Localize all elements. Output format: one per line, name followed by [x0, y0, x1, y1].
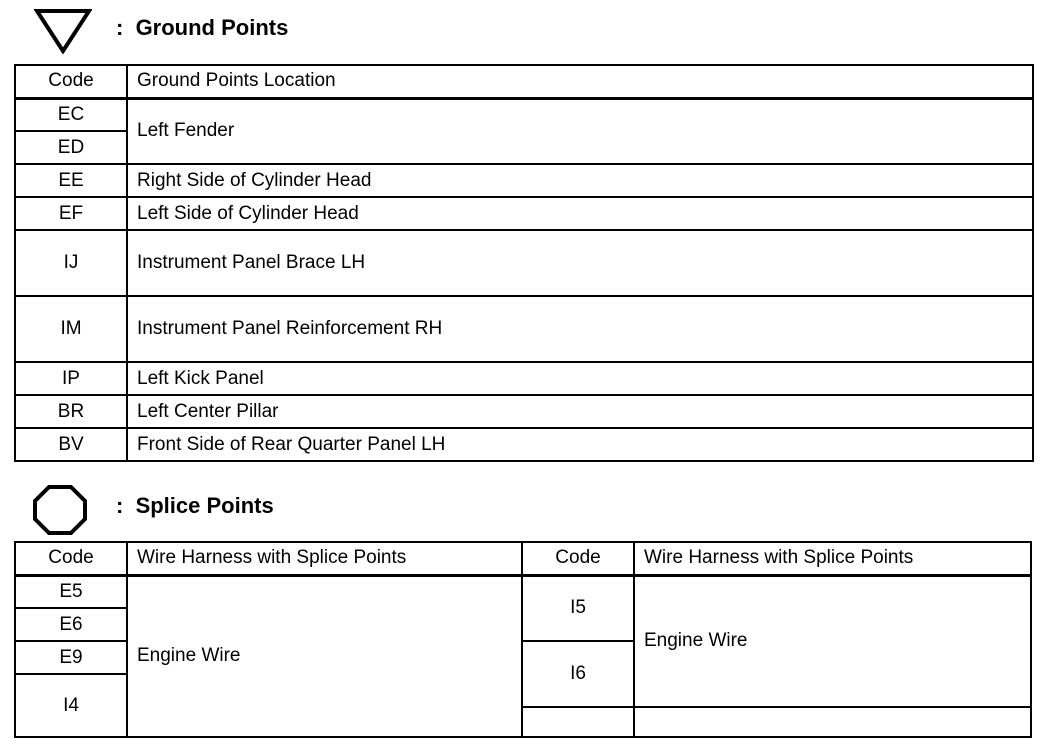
table-header-row — [15, 542, 1031, 575]
splice-points-title: Splice Points — [135, 493, 274, 518]
table-header-row — [15, 65, 1033, 98]
code-cell: ED — [15, 131, 127, 164]
splice-points-heading — [116, 494, 274, 518]
code-cell: I4 — [15, 674, 127, 737]
table-row — [15, 296, 1033, 362]
location-cell: Left Center Pillar — [127, 395, 1033, 428]
header-code-right: Code — [522, 542, 634, 575]
location-cell: Left Fender — [127, 98, 1033, 164]
splice-points-separator: : — [116, 493, 124, 518]
table-row — [15, 230, 1033, 296]
location-cell: Instrument Panel Brace LH — [127, 230, 1033, 296]
code-cell: EE — [15, 164, 127, 197]
code-cell: E5 — [15, 575, 127, 608]
location-cell: Front Side of Rear Quarter Panel LH — [127, 428, 1033, 461]
table-row — [15, 197, 1033, 230]
ground-point-triangle-icon — [34, 8, 92, 54]
code-cell: E6 — [15, 608, 127, 641]
header-location: Ground Points Location — [127, 65, 1033, 98]
code-cell: I6 — [522, 641, 634, 707]
header-code-left: Code — [15, 542, 127, 575]
ground-points-table — [14, 64, 1034, 462]
splice-point-octagon-icon — [32, 484, 88, 536]
code-cell: BR — [15, 395, 127, 428]
harness-cell-right: Engine Wire — [634, 575, 1031, 707]
header-harness-right: Wire Harness with Splice Points — [634, 542, 1031, 575]
table-row — [15, 362, 1033, 395]
harness-cell-empty — [634, 707, 1031, 737]
location-cell: Instrument Panel Reinforcement RH — [127, 296, 1033, 362]
table-row — [15, 575, 1031, 608]
location-cell: Left Side of Cylinder Head — [127, 197, 1033, 230]
code-cell: BV — [15, 428, 127, 461]
code-cell: E9 — [15, 641, 127, 674]
code-cell: EF — [15, 197, 127, 230]
ground-points-title: Ground Points — [135, 15, 289, 40]
header-code: Code — [15, 65, 127, 98]
table-row — [15, 428, 1033, 461]
ground-points-heading — [116, 16, 288, 40]
table-row — [15, 395, 1033, 428]
code-cell: IJ — [15, 230, 127, 296]
harness-cell-left: Engine Wire — [127, 575, 522, 737]
code-cell: I5 — [522, 575, 634, 641]
code-cell-empty — [522, 707, 634, 737]
code-cell: EC — [15, 98, 127, 131]
code-cell: IP — [15, 362, 127, 395]
header-harness-left: Wire Harness with Splice Points — [127, 542, 522, 575]
location-cell: Right Side of Cylinder Head — [127, 164, 1033, 197]
ground-points-separator: : — [116, 15, 124, 40]
table-row — [15, 98, 1033, 131]
splice-points-table — [14, 541, 1032, 738]
table-row — [15, 164, 1033, 197]
code-cell: IM — [15, 296, 127, 362]
location-cell: Left Kick Panel — [127, 362, 1033, 395]
